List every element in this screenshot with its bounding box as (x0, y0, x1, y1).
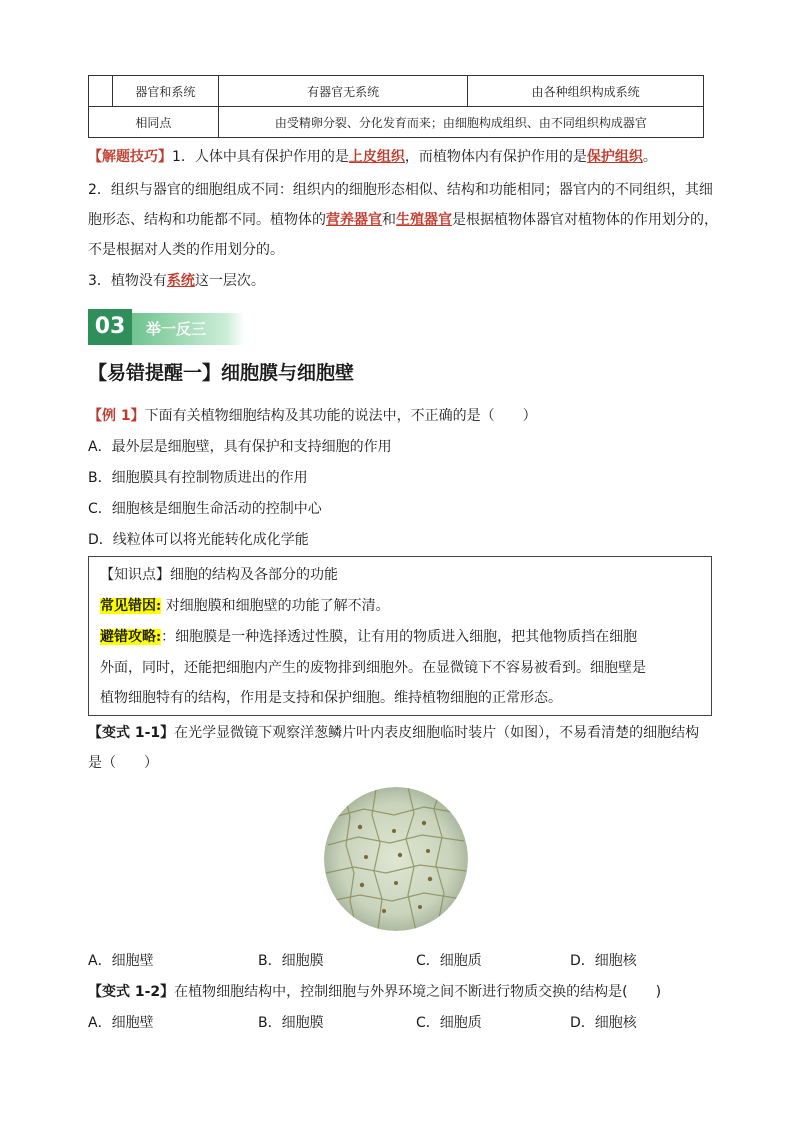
onion-cell-micrograph (324, 787, 468, 931)
table-cell: 有器官无系统 (218, 76, 468, 107)
table-cell (89, 76, 113, 107)
tips-line-2: 2．组织与器官的细胞组成不同：组织内的细胞形态相似、结构和功能相同；器官内的不同组织，其细 (88, 182, 713, 198)
option-d: D．细胞核 (570, 1015, 637, 1031)
tips-text: 这一层次。 (194, 273, 265, 289)
option-a: A．细胞壁 (88, 1015, 154, 1031)
table-row (89, 107, 704, 138)
option-c: C．细胞核是细胞生命活动的控制中心 (88, 501, 322, 517)
table-cell: 相同点 (89, 107, 219, 138)
error-label: 常见错因: (100, 598, 162, 614)
question-text: 在植物细胞结构中，控制细胞与外界环境之间不断进行物质交换的结构是( ) (174, 984, 662, 1000)
option-d: D．线粒体可以将光能转化成化学能 (88, 532, 309, 548)
tips-text: 。 (642, 149, 657, 165)
table-cell: 由受精卵分裂、分化发育而来；由细胞构成组织、由不同组织构成器官 (218, 107, 703, 138)
option-b: B．细胞膜具有控制物质进出的作用 (88, 470, 308, 486)
option-d: D．细胞核 (570, 953, 637, 969)
section-title: 举一反三 (146, 320, 207, 338)
variant-tag: 【变式 1-2】 (88, 984, 175, 1000)
tips-line-3 (88, 210, 718, 230)
tips-text: 3．植物没有 (88, 273, 167, 289)
variant-1-2-stem (88, 982, 661, 1002)
tips-tag: 【解题技巧】 (88, 149, 172, 165)
strategy-line-3: 植物细胞特有的结构，作用是支持和保护细胞。维持植物细胞的正常形态。 (100, 690, 562, 706)
comparison-table (88, 75, 704, 138)
strategy-label: 避错攻略: (100, 629, 162, 645)
tips-text: 1．人体中具有保护作用的是 (172, 149, 349, 165)
tips-text: ，而植物体内有保护作用的是 (404, 149, 587, 165)
tips-text: 和 (382, 212, 396, 228)
option-b: B．细胞膜 (258, 1015, 324, 1031)
option-a: A．最外层是细胞壁，具有保护和支持细胞的作用 (88, 439, 392, 455)
strategy-text: ：细胞膜是一种选择透过性膜，让有用的物质进入细胞，把其他物质挡在细胞 (161, 629, 638, 645)
tips-line-1 (88, 147, 657, 167)
common-error (100, 596, 390, 616)
option-b: B．细胞膜 (258, 953, 324, 969)
tips-text: 是根据植物体器官对植物体的作用划分的， (452, 212, 718, 228)
strategy-line-2: 外面，同时，还能把细胞内产生的废物排到细胞外。在显微镜下不容易被看到。细胞壁是 (100, 660, 646, 676)
example-1-stem (88, 406, 537, 426)
tips-line-4: 不是根据对人类的作用划分的。 (88, 242, 284, 258)
keyword: 营养器官 (326, 212, 382, 228)
error-heading: 【易错提醒一】细胞膜与细胞壁 (88, 362, 355, 384)
table-cell: 器官和系统 (112, 76, 218, 107)
keyword: 上皮组织 (348, 149, 405, 165)
variant-tag: 【变式 1-1】 (88, 725, 175, 741)
knowledge-point: 【知识点】细胞的结构及各部分的功能 (100, 567, 338, 583)
option-a: A．细胞壁 (88, 953, 154, 969)
keyword: 保护组织 (586, 149, 643, 165)
keyword: 系统 (166, 273, 195, 289)
question-text: 下面有关植物细胞结构及其功能的说法中，不正确的是（ ） (144, 408, 537, 424)
error-text: 对细胞膜和细胞壁的功能了解不清。 (161, 598, 390, 614)
tips-line-5 (88, 271, 265, 291)
keyword: 生殖器官 (396, 212, 452, 228)
option-c: C．细胞质 (416, 1015, 482, 1031)
variant-1-1-stem-cont: 是（ ） (88, 755, 158, 771)
section-number: 03 (88, 309, 132, 345)
strategy-line-1 (100, 627, 637, 647)
example-tag: 【例 1】 (88, 408, 145, 424)
table-cell: 由各种组织构成系统 (468, 76, 704, 107)
option-c: C．细胞质 (416, 953, 482, 969)
tips-text: 胞形态、结构和功能都不同。植物体的 (88, 212, 326, 228)
table-row (89, 76, 704, 107)
question-text: 在光学显微镜下观察洋葱鳞片叶内表皮细胞临时装片（如图），不易看清楚的细胞结构 (174, 725, 700, 741)
variant-1-1-stem (88, 723, 699, 743)
